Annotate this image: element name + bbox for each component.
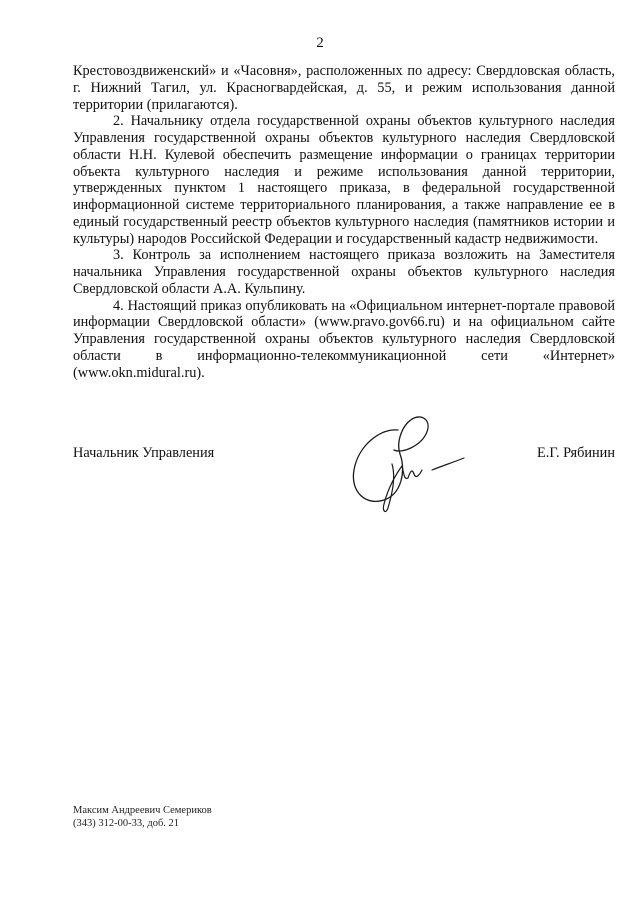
executor-name: Максим Андреевич Семериков: [73, 805, 212, 816]
executor-info: [73, 804, 212, 830]
paragraph-item-3: 3. Контроль за исполнением настоящего приказа возложить на Заместителя начальника Управления государственной охраны объектов культурного наследия Свердловской области А.А. Кульпину.: [73, 247, 615, 297]
paragraph-continuation: Крестовоздвиженский» и «Часовня», расположенных по адресу: Свердловская область, г. Нижний Тагил, ул. Красногвардейская, д. 55, и режим использования данной территории (прилагаются).: [73, 63, 615, 113]
handwritten-signature: [340, 408, 480, 518]
document-body: [73, 63, 615, 381]
executor-phone: (343) 312-00-33, доб. 21: [73, 818, 180, 829]
page-number: 2: [316, 35, 324, 51]
signatory-name: Е.Г. Рябинин: [537, 445, 615, 461]
paragraph-item-4: 4. Настоящий приказ опубликовать на «Официальном интернет-портале правовой информации Свердловской области» (www.pravo.gov66.ru) и на официальном сайте Управления государственной охраны объектов культурного наследия Свердловской области в информационно-телекоммуникационной сети «Интернет» (www.okn.midural.ru).: [73, 297, 615, 381]
signatory-position: Начальник Управления: [73, 445, 215, 461]
paragraph-item-2: 2. Начальнику отдела государственной охраны объектов культурного наследия Управления государственной охраны объектов культурного наследия Свердловской области Н.Н. Кулевой обеспечить размещение информации о границах территории объекта культурного наследия и режиме использования данной территории, утвержденных пунктом 1 настоящего приказа, в федеральной государственной информационной системе территориального планирования, а также направление ее в единый государственный реестр объектов культурного наследия (памятников истории и культуры) народов Российской Федерации и государственный кадастр недвижимости.: [73, 113, 615, 247]
